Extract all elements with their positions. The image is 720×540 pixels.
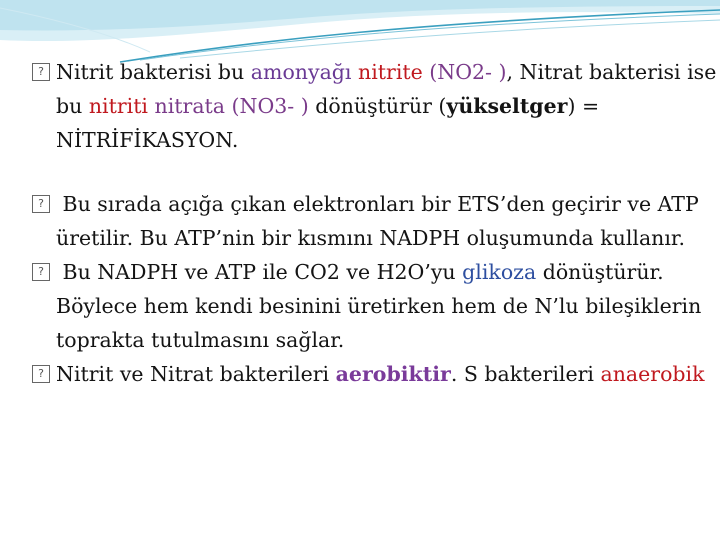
term-yukseltger: yükseltger [446, 94, 568, 118]
text-span: Bu NADPH ve ATP ile CO2 ve H2O’yu [56, 260, 463, 284]
term-aerobiktir: aerobiktir [335, 362, 451, 386]
paragraph-aerobic [56, 357, 720, 391]
paragraph-ets-atp [56, 187, 720, 255]
paragraph-nadph-glucose [56, 255, 720, 357]
box-bullet-icon [32, 263, 50, 281]
text-span: . S bakterileri [450, 362, 601, 386]
term-anaerobik: anaerobik [600, 362, 705, 386]
box-bullet-icon [32, 63, 50, 81]
text-span: Nitrit bakterisi bu [56, 60, 251, 84]
term-nitriti: nitriti [88, 94, 148, 118]
box-bullet-icon [32, 195, 50, 213]
term-nitrite: nitrite [358, 60, 423, 84]
text-span: dönüştürür ( [308, 94, 447, 118]
term-amonyagi: amonyağı [250, 60, 352, 84]
term-glikoza: glikoza [462, 260, 537, 284]
formula-no2: (NO2- ) [422, 60, 507, 84]
text-span: Bu sırada açığa çıkan elektronları bir ETS’den geçirir ve ATP üretilir. Bu ATP’nin bir kısmını NADPH oluşumunda kullanır. [56, 192, 699, 250]
text-span: , Nitrat bakterisi ise bu [56, 60, 717, 118]
term-nitrata-no3: nitrata (NO3- ) [148, 94, 309, 118]
box-bullet-icon [32, 365, 50, 383]
text-span: Nitrit ve Nitrat bakterileri [56, 362, 336, 386]
text-span: ) = NİTRİFİKASYON. [56, 94, 600, 152]
text-body [32, 55, 720, 391]
paragraph-nitrification [56, 55, 720, 157]
text-span: dönüştürür. Böylece hem kendi besinini üretirken hem de N’lu bileşiklerin toprakta tutulmasını sağlar. [56, 260, 702, 352]
